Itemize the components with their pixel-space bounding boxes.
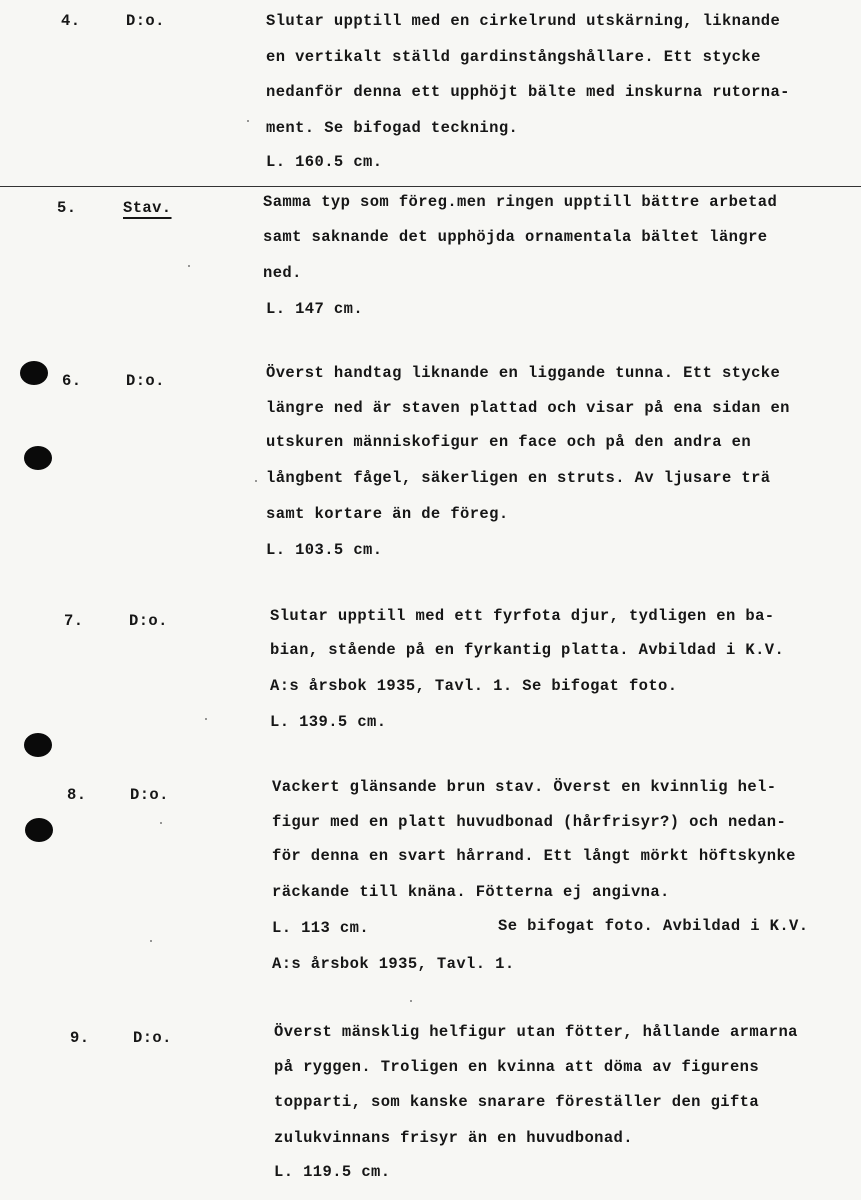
entry-description-line: figur med en platt huvudbonad (hårfrisyr?) och nedan- <box>272 813 787 831</box>
entry-description-line: Överst mänsklig helfigur utan fötter, hållande armarna <box>274 1023 798 1041</box>
entry-number: 9. <box>70 1029 90 1047</box>
entry-description-line: samt kortare än de föreg. <box>266 505 509 523</box>
punch-hole <box>25 818 53 842</box>
punch-hole <box>24 446 52 470</box>
entry-type: D:o. <box>130 786 169 804</box>
separator-line <box>0 186 861 187</box>
entry-length: L. 119.5 cm. <box>274 1163 391 1181</box>
paper-speck <box>255 480 257 482</box>
entry-description-line: utskuren människofigur en face och på den andra en <box>266 433 752 451</box>
punch-hole <box>24 733 52 757</box>
entry-description-line: räckande till knäna. Fötterna ej angivna. <box>272 883 670 901</box>
entry-description-line: längre ned är staven plattad och visar på ena sidan en <box>266 399 790 417</box>
entry-number: 7. <box>64 612 84 630</box>
entry-description-line: Överst handtag liknande en liggande tunna. Ett stycke <box>266 364 781 382</box>
entry-description-line: en vertikalt ställd gardinstångshållare. Ett stycke <box>266 48 761 66</box>
entry-type: D:o. <box>129 612 168 630</box>
entry-description-line: Vackert glänsande brun stav. Överst en kvinnlig hel- <box>272 778 777 796</box>
entry-description-line: topparti, som kanske snarare föreställer den gifta <box>274 1093 760 1111</box>
entry-number: 8. <box>67 786 87 804</box>
entry-description-line: långbent fågel, säkerligen en struts. Av ljusare trä <box>266 469 771 487</box>
entry-number: 5. <box>57 199 77 217</box>
entry-type: D:o. <box>126 12 165 30</box>
entry-number: 4. <box>61 12 81 30</box>
entry-length: L. 139.5 cm. <box>270 713 387 731</box>
entry-description-line: nedanför denna ett upphöjt bälte med inskurna rutorna- <box>266 83 790 101</box>
paper-speck <box>150 940 152 942</box>
entry-type: D:o. <box>126 372 165 390</box>
entry-length: L. 103.5 cm. <box>266 541 383 559</box>
entry-length: L. 113 cm. <box>272 919 370 937</box>
entry-description-line: A:s årsbok 1935, Tavl. 1. <box>272 955 515 973</box>
entry-description-line: A:s årsbok 1935, Tavl. 1. Se bifogat foto. <box>270 677 678 695</box>
entry-description-line: ment. Se bifogad teckning. <box>266 119 519 137</box>
entry-description-line: Slutar upptill med en cirkelrund utskärning, liknande <box>266 12 781 30</box>
entry-description-line: samt saknande det upphöjda ornamentala bältet längre <box>263 228 768 246</box>
punch-hole <box>20 361 48 385</box>
paper-speck <box>410 1000 412 1002</box>
entry-description-line: ned. <box>263 264 302 282</box>
entry-length: L. 147 cm. <box>266 300 364 318</box>
entry-description-line: zulukvinnans frisyr än en huvudbonad. <box>274 1129 633 1147</box>
entry-reference: Se bifogat foto. Avbildad i K.V. <box>498 917 809 935</box>
paper-speck <box>160 822 162 824</box>
entry-description-line: för denna en svart hårrand. Ett långt mörkt höftskynke <box>272 847 796 865</box>
entry-description-line: Slutar upptill med ett fyrfota djur, tydligen en ba- <box>270 607 775 625</box>
entry-number: 6. <box>62 372 82 390</box>
paper-speck <box>188 265 190 267</box>
entry-description-line: Samma typ som föreg.men ringen upptill bättre arbetad <box>263 193 778 211</box>
entry-description-line: bian, stående på en fyrkantig platta. Avbildad i K.V. <box>270 641 785 659</box>
entry-description-line: på ryggen. Troligen en kvinna att döma av figurens <box>274 1058 760 1076</box>
paper-speck <box>247 120 249 122</box>
entry-type: D:o. <box>133 1029 172 1047</box>
paper-speck <box>205 718 207 720</box>
entry-type: Stav. <box>123 199 172 217</box>
entry-length: L. 160.5 cm. <box>266 153 383 171</box>
